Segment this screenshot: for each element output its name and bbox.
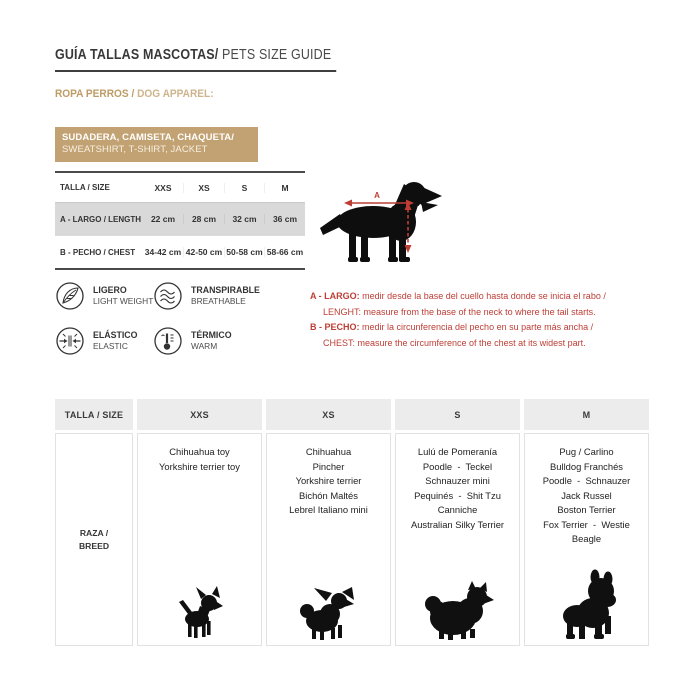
breed-header-xs: XS xyxy=(266,399,391,430)
thermometer-icon xyxy=(153,326,183,356)
note-b-prefix: B - PECHO: xyxy=(310,322,360,332)
breed-list xyxy=(267,434,390,518)
breed-row-label xyxy=(55,433,133,646)
breathable-icon xyxy=(153,281,183,311)
title-english: PETS SIZE GUIDE xyxy=(218,47,332,63)
breed-item: Bichón Maltés xyxy=(299,489,358,501)
length-xs: 28 cm xyxy=(183,214,224,224)
length-arrow-label: A xyxy=(374,191,380,200)
note-a-spanish xyxy=(310,290,660,304)
feather-icon xyxy=(55,281,85,311)
section-subtitle xyxy=(55,84,214,102)
garment-category-box xyxy=(55,127,258,162)
chihuahua-silhouette-icon xyxy=(176,586,224,640)
breed-item: Australian Silky Terrier xyxy=(410,518,505,530)
feature-label-es: ELÁSTICO xyxy=(93,330,138,341)
feature-label-es: TRANSPIRABLE xyxy=(191,285,260,296)
note-a-text: medir desde la base del cuello hasta donde se inicia el rabo / xyxy=(359,291,606,301)
breed-item: Schnauzer mini xyxy=(425,475,490,486)
feature-lightweight xyxy=(55,281,153,311)
length-m: 36 cm xyxy=(264,214,305,224)
breed-list xyxy=(525,434,648,547)
long-haired-chihuahua-silhouette-icon xyxy=(298,587,360,640)
breed-list xyxy=(138,434,261,474)
size-col-s: S xyxy=(224,183,264,193)
feature-warm xyxy=(153,326,232,356)
labrador-silhouette-icon xyxy=(316,170,456,270)
length-row xyxy=(55,202,305,235)
breed-item: Lulú de Pomeranía xyxy=(417,446,498,457)
note-a-english: LENGHT: measure from the base of the neck to where the tail starts. xyxy=(323,306,596,317)
breed-header-label: TALLA / SIZE xyxy=(55,399,133,430)
feature-label-es: LIGERO xyxy=(93,285,127,296)
breed-item: Chihuahua xyxy=(305,446,352,457)
note-a-prefix: A - LARGO: xyxy=(310,291,360,301)
breed-item: Pug / Carlino xyxy=(559,446,614,457)
note-b-text: medir la circunferencia del pecho en su parte más ancha / xyxy=(359,322,594,332)
breed-item: Beagle xyxy=(571,533,602,544)
length-xxs: 22 cm xyxy=(150,214,176,224)
feature-elastic xyxy=(55,326,137,356)
measurement-notes xyxy=(310,290,660,352)
breed-header-s: S xyxy=(395,399,520,430)
elastic-icon xyxy=(55,326,85,356)
page-title xyxy=(55,46,337,72)
note-b-spanish xyxy=(310,321,660,335)
note-b-english: CHEST: measure the circumference of the chest at its widest part. xyxy=(323,337,586,348)
dog-silhouette xyxy=(320,182,442,262)
breed-row-label-en: BREED xyxy=(78,540,110,551)
length-row-label: A - LARGO / LENGTH xyxy=(60,214,142,224)
feature-label-en: WARM xyxy=(191,341,218,352)
breed-header-xxs: XXS xyxy=(137,399,262,430)
breed-cell-s xyxy=(395,433,520,646)
subtitle-spanish: ROPA PERROS / xyxy=(55,88,138,100)
chest-xxs: 34-42 cm xyxy=(144,247,182,257)
breed-item: Poodle - Schnauzer xyxy=(542,475,631,486)
size-table xyxy=(55,171,305,270)
breed-item: Pequinés - Shit Tzu xyxy=(414,489,501,501)
breed-item: Boston Terrier xyxy=(557,504,616,515)
breed-item: Chihuahua toy xyxy=(169,446,230,457)
breed-list xyxy=(396,434,519,532)
category-line-spanish: SUDADERA, CAMISETA, CHAQUETA/ xyxy=(62,132,234,143)
chest-row-label: B - PECHO / CHEST xyxy=(60,247,136,257)
chest-xs: 42-50 cm xyxy=(183,247,224,257)
subtitle-english: DOG APPAREL: xyxy=(137,88,214,100)
breed-item: Lebrel Italiano mini xyxy=(289,504,368,515)
chest-s: 50-58 cm xyxy=(224,247,264,257)
breed-item: Fox Terrier - Westie xyxy=(543,518,630,530)
breed-item: Jack Russel xyxy=(561,489,612,501)
size-table-header-label: TALLA / SIZE xyxy=(60,183,110,192)
breed-item: Pincher xyxy=(312,460,345,472)
pomeranian-silhouette-icon xyxy=(421,580,495,640)
feature-label-en: ELASTIC xyxy=(93,341,128,352)
chest-m: 58-66 cm xyxy=(264,247,305,257)
breed-item: Canniche xyxy=(437,504,478,515)
size-col-xs: XS xyxy=(183,183,224,193)
breed-row-label-es: RAZA / xyxy=(79,527,109,538)
chest-row xyxy=(55,235,305,268)
dog-measurement-diagram xyxy=(316,170,456,270)
category-line-english: SWEATSHIRT, T-SHIRT, JACKET xyxy=(62,143,208,155)
size-col-m: M xyxy=(264,183,305,193)
length-s: 32 cm xyxy=(224,214,264,224)
breed-header-m: M xyxy=(524,399,649,430)
breed-cell-m xyxy=(524,433,649,646)
breed-item: Poodle - Teckel xyxy=(422,460,493,472)
breed-cell-xxs xyxy=(137,433,262,646)
breed-table xyxy=(55,399,652,646)
size-col-xxs: XXS xyxy=(154,182,172,193)
feature-breathable xyxy=(153,281,260,311)
feature-label-en: LIGHT WEIGHT xyxy=(93,296,154,307)
breed-item: Yorkshire terrier xyxy=(295,475,362,486)
feature-label-en: BREATHABLE xyxy=(191,296,246,307)
breed-item: Yorkshire terrier toy xyxy=(159,460,240,472)
feature-label-es: TÉRMICO xyxy=(191,330,232,341)
title-spanish: GUÍA TALLAS MASCOTAS/ xyxy=(55,47,219,63)
breed-cell-xs xyxy=(266,433,391,646)
french-bulldog-silhouette-icon xyxy=(557,569,617,640)
size-table-header-row xyxy=(55,173,305,202)
breed-item: Bulldog Franchés xyxy=(550,460,623,472)
